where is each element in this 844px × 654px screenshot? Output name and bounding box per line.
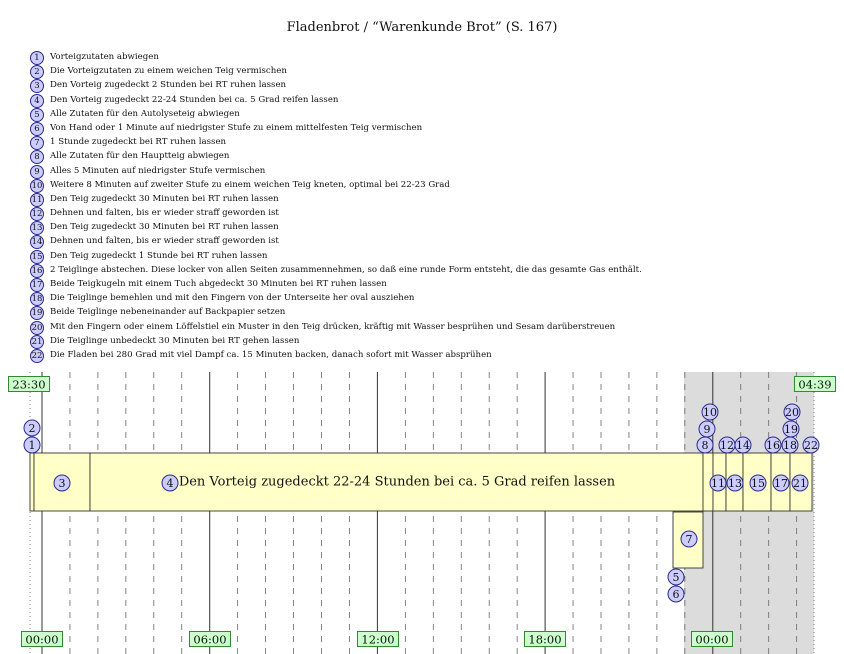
step-number-badge: 18 <box>31 294 43 305</box>
step-number-badge: 8 <box>30 150 44 164</box>
step-number-badge: 21 <box>31 336 43 347</box>
page-title: Fladenbrot / “Warenkunde Brot” (S. 167) <box>286 20 558 35</box>
step-text: Weitere 8 Minuten auf zweiter Stufe zu einem weichen Teig kneten, optimal bei 22-23 Grad <box>50 179 450 190</box>
step-number-badge: 19 <box>31 308 43 319</box>
step-number-badge: 6 <box>30 122 44 136</box>
step-number-badge: 16 <box>31 265 43 276</box>
step-text: Beide Teigkugeln mit einem Tuch abgedeckt 30 Minuten bei RT ruhen lassen <box>50 279 387 289</box>
step-number-badge: 14 <box>31 237 43 248</box>
step-number-badge: 15 <box>31 251 43 262</box>
step-bar <box>30 453 34 511</box>
step-text: Von Hand oder 1 Minute auf niedrigster Stufe zu einem mittelfesten Teig vermischen <box>50 122 423 133</box>
step-marker-label: 18 <box>783 439 797 452</box>
step-text: Die Vorteigzutaten zu einem weichen Teig vermischen <box>50 66 287 77</box>
step-text: Beide Teiglinge nebeneinander auf Backpapier setzen <box>50 307 286 318</box>
end-time-label: 04:39 <box>798 377 832 392</box>
step-marker-label: 3 <box>58 477 66 490</box>
step-number-badge: 13 <box>31 223 43 234</box>
step-marker-label: 11 <box>711 477 725 490</box>
step-text: Den Vorteig zugedeckt 2 Stunden bei RT ruhen lassen <box>50 80 287 91</box>
step-marker-label: 10 <box>703 406 717 419</box>
step-marker-label: 22 <box>804 439 818 452</box>
hour-label: 00:00 <box>25 632 59 647</box>
step-marker-label: 15 <box>751 477 765 490</box>
step-number-badge: 22 <box>31 350 43 361</box>
step-text: Dehnen und falten, bis er wieder straff geworden ist <box>50 208 279 219</box>
step-number-badge: 2 <box>30 65 44 79</box>
step-text: Den Teig zugedeckt 1 Stunde bei RT ruhen lassen <box>50 250 268 261</box>
step-number-badge: 11 <box>31 194 43 205</box>
step-marker-label: 6 <box>672 588 680 601</box>
step-number-badge: 12 <box>31 209 43 220</box>
bar-label: Den Vorteig zugedeckt 22-24 Stunden bei ca. 5 Grad reifen lassen <box>178 474 616 490</box>
step-text: 1 Stunde zugedeckt bei RT ruhen lassen <box>50 137 227 148</box>
hour-label: 06:00 <box>193 632 227 647</box>
step-number-badge: 20 <box>31 322 43 333</box>
step-marker-label: 19 <box>784 423 798 436</box>
step-marker-label: 1 <box>28 439 36 452</box>
step-text: 2 Teiglinge abstechen. Diese locker von allen Seiten zusammennehmen, so daß eine runde Form entsteht, die das gesamte Gas enthält. <box>50 264 642 275</box>
step-text: Die Teiglinge bemehlen und mit den Fingern von der Unterseite her oval ausziehen <box>50 293 415 304</box>
step-text: Den Vorteig zugedeckt 22-24 Stunden bei ca. 5 Grad reifen lassen <box>50 94 339 105</box>
step-marker-label: 16 <box>766 439 780 452</box>
step-number-badge: 1 <box>30 51 44 65</box>
step-marker-label: 13 <box>728 477 742 490</box>
hour-label: 00:00 <box>695 632 729 647</box>
step-marker-label: 8 <box>701 439 709 452</box>
hour-label: 18:00 <box>528 632 562 647</box>
step-number-badge: 4 <box>30 94 44 108</box>
step-text: Die Fladen bei 280 Grad mit viel Dampf ca. 15 Minuten backen, danach sofort mit Wasser absprühen <box>50 349 492 360</box>
step-text: Den Teig zugedeckt 30 Minuten bei RT ruhen lassen <box>50 193 279 204</box>
step-text: Mit den Fingern oder einem Löffelstiel ein Muster in den Teig drücken, kräftig mit Wasser besprühen und Sesam darüberstreuen <box>50 321 616 332</box>
step-number-badge: 17 <box>31 280 43 290</box>
step-text: Dehnen und falten, bis er wieder straff geworden ist <box>50 236 279 247</box>
step-marker-label: 7 <box>685 533 693 546</box>
step-marker-label: 21 <box>793 477 807 490</box>
step-number-badge: 3 <box>30 79 44 93</box>
step-marker-label: 9 <box>703 423 711 436</box>
step-text: Alles 5 Minuten auf niedrigster Stufe vermischen <box>50 165 266 176</box>
step-marker-label: 12 <box>720 439 734 452</box>
step-number-badge: 5 <box>30 108 44 122</box>
hour-label: 12:00 <box>361 632 395 647</box>
step-marker-label: 2 <box>28 422 36 435</box>
step-marker-label: 14 <box>736 439 750 452</box>
step-text: Alle Zutaten für den Hauptteig abwiegen <box>50 151 230 162</box>
step-text: Alle Zutaten für den Autolyseteig abwiegen <box>50 108 240 119</box>
step-marker-label: 5 <box>672 571 680 584</box>
step-marker-label: 20 <box>785 406 799 419</box>
step-marker-label: 4 <box>166 477 174 490</box>
start-time-label: 23:30 <box>12 377 46 392</box>
step-number-badge: 9 <box>30 165 44 179</box>
step-marker-label: 17 <box>774 477 788 490</box>
step-number-badge: 7 <box>30 136 44 150</box>
step-number-badge: 10 <box>31 180 43 191</box>
step-text: Vorteigzutaten abwiegen <box>50 52 159 62</box>
step-text: Den Teig zugedeckt 30 Minuten bei RT ruhen lassen <box>50 222 279 233</box>
step-text: Die Teiglinge unbedeckt 30 Minuten bei RT gehen lassen <box>50 335 300 346</box>
